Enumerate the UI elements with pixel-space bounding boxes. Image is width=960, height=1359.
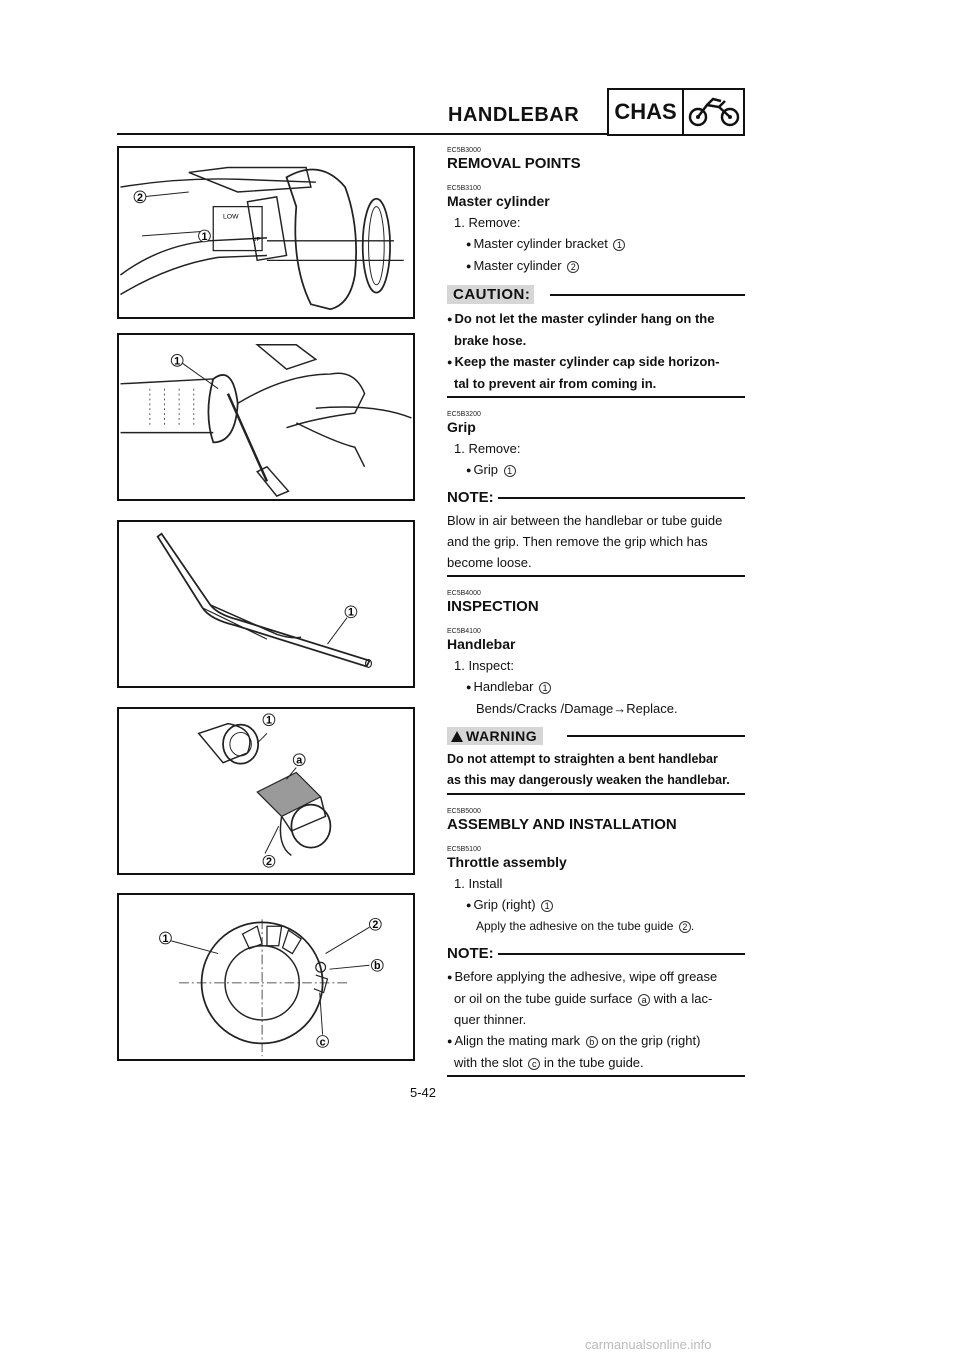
figure-handlebar: [117, 520, 415, 688]
rule: [447, 396, 745, 398]
step-text: 1. Inspect:: [454, 658, 514, 673]
heading-inspection: INSPECTION: [447, 598, 539, 615]
rule: [447, 1075, 745, 1077]
apply-instruction: Apply the adhesive on the tube guide 2 .: [476, 919, 695, 933]
callout-1: 1: [265, 714, 272, 727]
callout-1: 1: [162, 932, 169, 945]
section-code: EC5B3100: [447, 185, 481, 192]
section-code: EC5B4000: [447, 590, 481, 597]
header-rule: [117, 133, 607, 135]
warning-label: WARNING: [447, 727, 543, 745]
label-low: LOW: [223, 213, 239, 221]
section-code: EC5B5100: [447, 846, 481, 853]
list-item: ● Grip 1: [447, 459, 745, 481]
callout-1: 1: [201, 230, 208, 243]
figure-grip-alignment: [117, 893, 415, 1061]
note-header: [447, 945, 745, 962]
caution-header: [447, 285, 745, 304]
note-label: NOTE:: [447, 945, 494, 962]
warning-line: as this may dangerously weaken the handlebar.: [447, 773, 730, 787]
label-up: UP: [252, 236, 261, 243]
list-item: ● Master cylinder 2: [447, 255, 745, 277]
callout-c: c: [319, 1036, 326, 1049]
warning-line: Do not attempt to straighten a bent handlebar: [447, 752, 718, 766]
warning-header: [447, 727, 745, 745]
callout-b: b: [374, 960, 381, 973]
heading-grip: Grip: [447, 419, 476, 435]
callout-1: 1: [174, 355, 181, 368]
caution-line: ● Keep the master cylinder cap side horizon-: [447, 351, 745, 373]
page-title: HANDLEBAR: [448, 104, 580, 126]
callout-2: 2: [372, 919, 379, 932]
caution-line: brake hose.: [454, 333, 527, 348]
note-line: become loose.: [447, 555, 532, 570]
rule: [447, 793, 745, 795]
note-line: or oil on the tube guide surface a with a lac-: [454, 991, 713, 1006]
figure-master-cylinder: [117, 146, 415, 319]
heading-throttle-assembly: Throttle assembly: [447, 854, 567, 870]
step-text: 1. Install: [454, 876, 503, 891]
motorcycle-icon: [684, 90, 743, 134]
list-item: ● Grip (right) 1: [447, 894, 745, 916]
page-number: 5-42: [410, 1085, 437, 1100]
callout-1: 1: [347, 606, 354, 619]
heading-master-cylinder: Master cylinder: [447, 193, 550, 209]
caution-label: CAUTION:: [447, 285, 534, 304]
section-code: EC5B4100: [447, 628, 481, 635]
callout-a: a: [296, 754, 303, 767]
figure-grip-removal: [117, 333, 415, 501]
list-item: ● Master cylinder bracket 1: [447, 233, 745, 255]
heading-handlebar: Handlebar: [447, 636, 516, 652]
note-line: ● Align the mating mark b on the grip (right): [447, 1030, 745, 1052]
caution-line: tal to prevent air from coming in.: [454, 376, 657, 391]
section-badge: [607, 88, 745, 136]
inspection-detail: Bends/Cracks /Damage→Replace.: [476, 701, 678, 716]
heading-removal-points: REMOVAL POINTS: [447, 155, 581, 172]
warning-icon: [451, 731, 463, 742]
footer-watermark[interactable]: carmanualsonline.info: [585, 1337, 712, 1352]
step-text: 1. Remove:: [454, 441, 521, 456]
caution-line: ● Do not let the master cylinder hang on the: [447, 308, 745, 330]
section-code: EC5B5000: [447, 808, 481, 815]
rule: [447, 575, 745, 577]
section-code: CHAS: [609, 90, 684, 134]
section-code: EC5B3000: [447, 147, 481, 154]
step-text: 1. Remove:: [454, 215, 521, 230]
callout-2: 2: [136, 191, 143, 204]
figure-throttle-grip: [117, 707, 415, 875]
list-item: ● Handlebar 1: [447, 676, 745, 698]
text-column: [447, 146, 745, 1089]
note-line: quer thinner.: [454, 1012, 527, 1027]
heading-assembly: ASSEMBLY AND INSTALLATION: [447, 816, 677, 833]
note-header: [447, 489, 745, 506]
note-line: with the slot c in the tube guide.: [454, 1055, 644, 1070]
note-label: NOTE:: [447, 489, 494, 506]
note-line: Blow in air between the handlebar or tube guide: [447, 513, 723, 528]
note-line: ● Before applying the adhesive, wipe off grease: [447, 966, 745, 988]
callout-2: 2: [265, 856, 272, 869]
section-code: EC5B3200: [447, 411, 481, 418]
note-line: and the grip. Then remove the grip which has: [447, 534, 708, 549]
